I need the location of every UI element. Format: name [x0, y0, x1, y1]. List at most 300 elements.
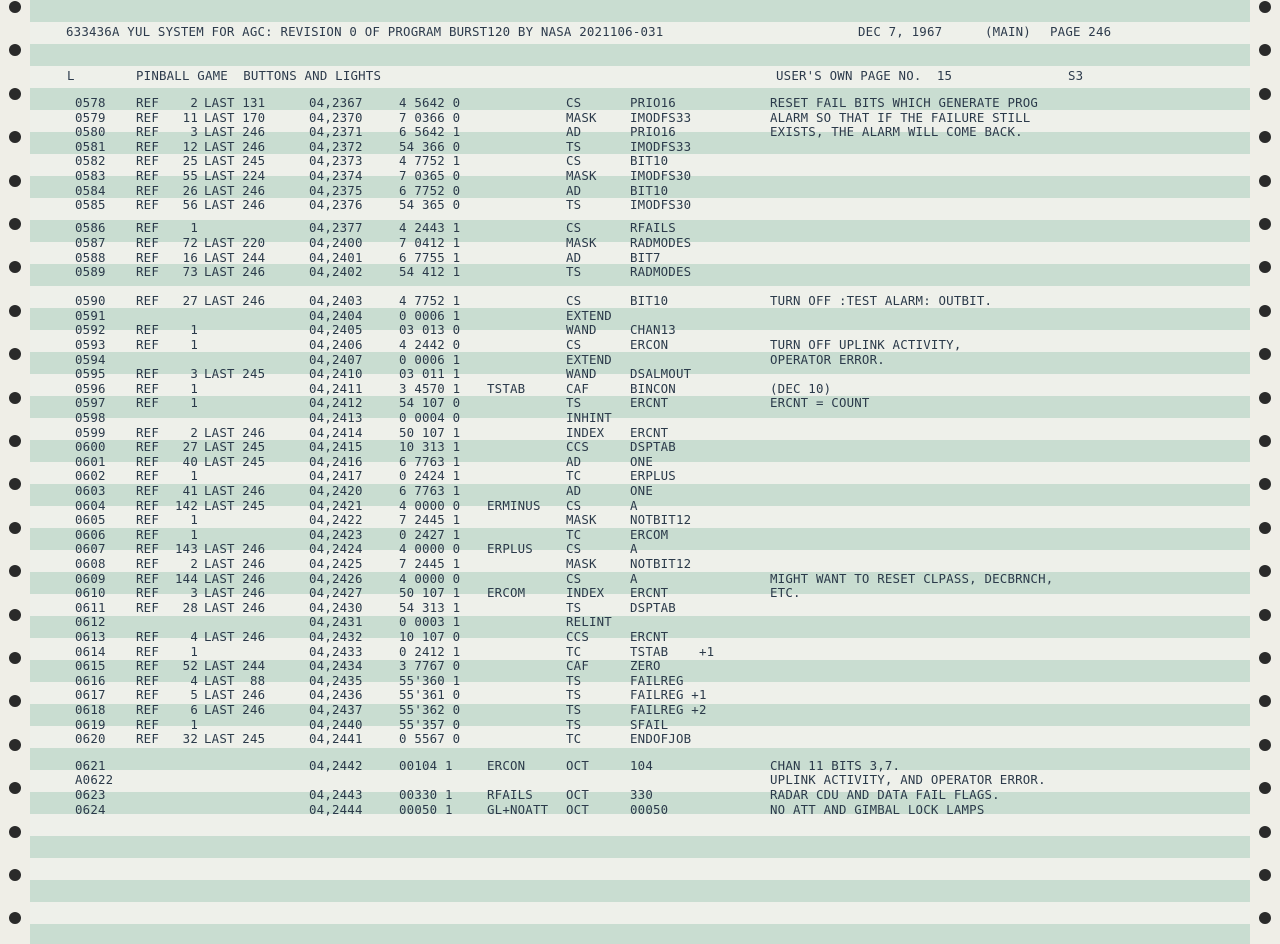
- row-ref-count: 40: [182, 453, 198, 469]
- row-line-number: 0607: [75, 541, 106, 557]
- row-address: 04,2437: [309, 702, 363, 717]
- row-last-page: LAST 246: [204, 570, 266, 586]
- row-address: 04,2427: [309, 585, 363, 601]
- row-machine-code: 50 107 1: [399, 424, 461, 440]
- row-machine-code: 54 107 0: [399, 395, 461, 411]
- row-ref-label: REF: [136, 556, 159, 571]
- listing-row: [0, 169, 1280, 184]
- row-opcode: TC: [566, 468, 582, 484]
- row-address: 04,2376: [309, 197, 363, 213]
- row-machine-code: 03 013 0: [399, 322, 461, 338]
- row-ref-count: 56: [182, 197, 198, 213]
- row-machine-code: 54 313 1: [399, 599, 461, 615]
- listing-row: [0, 601, 1280, 616]
- row-opcode: INHINT: [566, 410, 612, 425]
- row-ref-label: REF: [136, 658, 159, 674]
- row-operand: FAILREG +2: [630, 702, 707, 717]
- row-operand: 330: [630, 787, 653, 802]
- row-comment: TURN OFF :TEST ALARM: OUTBIT.: [770, 293, 993, 309]
- row-operand: NOTBIT12: [630, 512, 692, 528]
- row-last-page: LAST 246: [204, 585, 266, 601]
- row-symbol-label: ERMINUS: [487, 497, 541, 513]
- row-symbol-label: GL+NOATT: [487, 801, 549, 817]
- row-machine-code: 00050 1: [399, 801, 453, 817]
- row-operand: NOTBIT12: [630, 556, 692, 571]
- row-opcode: CS: [566, 153, 582, 169]
- row-ref-label: REF: [136, 702, 159, 717]
- row-address: 04,2433: [309, 643, 363, 659]
- row-opcode: OCT: [566, 787, 589, 802]
- row-machine-code: 4 0000 0: [399, 541, 461, 557]
- row-opcode: CCS: [566, 439, 589, 455]
- row-address: 04,2436: [309, 687, 363, 703]
- row-last-page: LAST 246: [204, 293, 266, 309]
- row-line-number: 0582: [75, 153, 106, 169]
- listing-row: [0, 542, 1280, 557]
- row-symbol-label: RFAILS: [487, 787, 533, 802]
- row-operand: ERCNT: [630, 629, 669, 644]
- row-address: 04,2443: [309, 787, 363, 802]
- row-machine-code: 55'361 0: [399, 687, 461, 703]
- row-address: 04,2424: [309, 541, 363, 557]
- row-line-number: 0579: [75, 109, 106, 125]
- row-line-number: 0587: [75, 234, 106, 250]
- row-machine-code: 55'362 0: [399, 702, 461, 717]
- listing-row: [0, 236, 1280, 251]
- row-address: 04,2367: [309, 95, 363, 110]
- row-ref-count: 1: [190, 468, 198, 484]
- row-machine-code: 6 7763 1: [399, 483, 461, 498]
- row-address: 04,2423: [309, 526, 363, 542]
- row-operand: PRIO16: [630, 95, 676, 110]
- row-address: 04,2374: [309, 168, 363, 183]
- listing-row: [0, 426, 1280, 441]
- row-ref-count: 3: [190, 124, 198, 140]
- listing-row: [0, 198, 1280, 213]
- row-line-number: 0624: [75, 801, 106, 817]
- row-operand: BIT7: [630, 249, 661, 265]
- row-ref-count: 1: [190, 395, 198, 411]
- listing-row: [0, 440, 1280, 455]
- row-ref-count: 4: [190, 672, 198, 688]
- row-ref-count: 1: [190, 380, 198, 396]
- row-line-number: 0605: [75, 512, 106, 528]
- row-line-number: 0611: [75, 599, 106, 615]
- row-opcode: CS: [566, 497, 582, 513]
- row-address: 04,2404: [309, 307, 363, 323]
- row-operand: 00050: [630, 801, 669, 817]
- row-ref-count: 52: [182, 658, 198, 674]
- row-ref-count: 26: [182, 182, 198, 198]
- row-opcode: INDEX: [566, 424, 605, 440]
- row-ref-count: 11: [182, 109, 198, 125]
- row-ref-count: 27: [182, 439, 198, 455]
- row-line-number: 0601: [75, 453, 106, 469]
- row-opcode: OCT: [566, 801, 589, 817]
- row-opcode: CS: [566, 220, 582, 236]
- row-last-page: LAST 246: [204, 264, 266, 280]
- row-operand: BIT10: [630, 182, 669, 198]
- row-last-page: LAST 170: [204, 109, 266, 125]
- row-line-number: 0591: [75, 307, 106, 323]
- row-line-number: 0578: [75, 95, 106, 110]
- row-machine-code: 0 2412 1: [399, 643, 461, 659]
- row-machine-code: 7 0366 0: [399, 109, 461, 125]
- row-opcode: TS: [566, 672, 582, 688]
- row-ref-label: REF: [136, 424, 159, 440]
- row-operand: FAILREG +1: [630, 687, 707, 703]
- row-ref-count: 3: [190, 366, 198, 382]
- row-last-page: LAST 246: [204, 687, 266, 703]
- row-machine-code: 0 0006 1: [399, 351, 461, 367]
- row-operand: ERCNT: [630, 395, 669, 411]
- row-machine-code: 00104 1: [399, 757, 453, 773]
- row-ref-count: 5: [190, 687, 198, 703]
- row-address: 04,2407: [309, 351, 363, 367]
- row-ref-count: 1: [190, 716, 198, 732]
- row-comment: (DEC 10): [770, 380, 832, 396]
- row-machine-code: 03 011 1: [399, 366, 461, 382]
- listing-row: [0, 645, 1280, 660]
- row-comment: RESET FAIL BITS WHICH GENERATE PROG: [770, 95, 1039, 110]
- row-last-page: LAST 131: [204, 95, 266, 110]
- row-opcode: TS: [566, 687, 582, 703]
- listing-row: [0, 382, 1280, 397]
- row-operand: DSPTAB: [630, 439, 676, 455]
- row-opcode: EXTEND: [566, 307, 612, 323]
- row-machine-code: 3 4570 1: [399, 380, 461, 396]
- row-opcode: CS: [566, 570, 582, 586]
- row-ref-label: REF: [136, 468, 159, 484]
- row-machine-code: 10 107 0: [399, 629, 461, 644]
- row-address: 04,2420: [309, 483, 363, 498]
- row-machine-code: 6 7755 1: [399, 249, 461, 265]
- row-ref-label: REF: [136, 234, 159, 250]
- row-line-number: 0602: [75, 468, 106, 484]
- row-address: 04,2441: [309, 731, 363, 747]
- row-line-number: 0580: [75, 124, 106, 140]
- row-comment: ALARM SO THAT IF THE FAILURE STILL: [770, 109, 1031, 125]
- row-machine-code: 10 313 1: [399, 439, 461, 455]
- row-operand: TSTAB +1: [630, 643, 715, 659]
- listing-row: [0, 111, 1280, 126]
- row-address: 04,2405: [309, 322, 363, 338]
- listing-row: [0, 367, 1280, 382]
- row-last-page: LAST 246: [204, 629, 266, 644]
- row-line-number: 0608: [75, 556, 106, 571]
- row-ref-label: REF: [136, 541, 159, 557]
- header-page: PAGE 246: [1050, 24, 1112, 39]
- row-ref-label: REF: [136, 182, 159, 198]
- row-ref-count: 25: [182, 153, 198, 169]
- row-comment: ERCNT = COUNT: [770, 395, 870, 411]
- row-line-number: A0622: [75, 772, 114, 788]
- listing-row: [0, 265, 1280, 280]
- row-ref-label: REF: [136, 687, 159, 703]
- listing-row: [0, 788, 1280, 803]
- row-line-number: 0612: [75, 614, 106, 630]
- listing-row: [0, 353, 1280, 368]
- row-ref-count: 1: [190, 643, 198, 659]
- row-machine-code: 54 366 0: [399, 138, 461, 154]
- row-operand: IMODFS30: [630, 197, 692, 213]
- header-date: DEC 7, 1967: [858, 24, 943, 39]
- row-ref-count: 1: [190, 337, 198, 352]
- row-ref-label: REF: [136, 497, 159, 513]
- row-ref-count: 73: [182, 264, 198, 280]
- row-machine-code: 0 0003 1: [399, 614, 461, 630]
- header-job-line: 633436A YUL SYSTEM FOR AGC: REVISION 0 OF PROGRAM BURST120 BY NASA 2021106-031: [66, 24, 664, 39]
- row-comment: ETC.: [770, 585, 801, 601]
- row-ref-count: 55: [182, 168, 198, 183]
- row-ref-label: REF: [136, 197, 159, 213]
- row-ref-label: REF: [136, 109, 159, 125]
- row-ref-count: 2: [190, 424, 198, 440]
- listing-row: [0, 154, 1280, 169]
- row-operand: BINCON: [630, 380, 676, 396]
- row-ref-count: 4: [190, 629, 198, 644]
- listing-row: [0, 586, 1280, 601]
- row-opcode: AD: [566, 182, 582, 198]
- row-address: 04,2414: [309, 424, 363, 440]
- listing-row: [0, 659, 1280, 674]
- row-comment: EXISTS, THE ALARM WILL COME BACK.: [770, 124, 1023, 140]
- subheader-user-page: USER'S OWN PAGE NO. 15: [776, 68, 953, 83]
- row-line-number: 0586: [75, 220, 106, 236]
- listing-row: [0, 688, 1280, 703]
- row-line-number: 0590: [75, 293, 106, 309]
- row-ref-label: REF: [136, 124, 159, 140]
- row-address: 04,2431: [309, 614, 363, 630]
- subheader-marker: L: [67, 68, 75, 83]
- row-last-page: LAST 246: [204, 197, 266, 213]
- row-address: 04,2415: [309, 439, 363, 455]
- row-line-number: 0597: [75, 395, 106, 411]
- row-ref-label: REF: [136, 599, 159, 615]
- row-last-page: LAST 246: [204, 124, 266, 140]
- row-ref-label: REF: [136, 293, 159, 309]
- row-ref-label: REF: [136, 366, 159, 382]
- row-address: 04,2412: [309, 395, 363, 411]
- row-ref-count: 1: [190, 512, 198, 528]
- row-opcode: MASK: [566, 556, 597, 571]
- row-opcode: TS: [566, 716, 582, 732]
- row-machine-code: 55'357 0: [399, 716, 461, 732]
- listing-row: [0, 630, 1280, 645]
- row-line-number: 0585: [75, 197, 106, 213]
- row-comment: CHAN 11 BITS 3,7.: [770, 757, 901, 773]
- row-address: 04,2432: [309, 629, 363, 644]
- row-line-number: 0588: [75, 249, 106, 265]
- left-tractor-hole: [9, 1, 21, 13]
- row-ref-label: REF: [136, 629, 159, 644]
- row-ref-count: 142: [175, 497, 198, 513]
- row-line-number: 0610: [75, 585, 106, 601]
- row-comment: RADAR CDU AND DATA FAIL FLAGS.: [770, 787, 1000, 802]
- row-ref-count: 144: [175, 570, 198, 586]
- row-opcode: RELINT: [566, 614, 612, 630]
- row-line-number: 0592: [75, 322, 106, 338]
- row-last-page: LAST 88: [204, 672, 266, 688]
- row-ref-label: REF: [136, 153, 159, 169]
- row-opcode: AD: [566, 453, 582, 469]
- listing-row: [0, 125, 1280, 140]
- listing-row: [0, 703, 1280, 718]
- row-opcode: MASK: [566, 512, 597, 528]
- row-ref-label: REF: [136, 249, 159, 265]
- row-opcode: TS: [566, 197, 582, 213]
- row-operand: BIT10: [630, 153, 669, 169]
- row-ref-label: REF: [136, 585, 159, 601]
- row-address: 04,2370: [309, 109, 363, 125]
- listing-row: [0, 294, 1280, 309]
- row-ref-count: 72: [182, 234, 198, 250]
- row-opcode: TS: [566, 264, 582, 280]
- row-ref-label: REF: [136, 453, 159, 469]
- row-ref-count: 28: [182, 599, 198, 615]
- row-line-number: 0614: [75, 643, 106, 659]
- row-ref-label: REF: [136, 672, 159, 688]
- row-address: 04,2402: [309, 264, 363, 280]
- row-operand: BIT10: [630, 293, 669, 309]
- row-line-number: 0581: [75, 138, 106, 154]
- row-line-number: 0620: [75, 731, 106, 747]
- listing-row: [0, 455, 1280, 470]
- listing-row: [0, 674, 1280, 689]
- row-comment: MIGHT WANT TO RESET CLPASS, DECBRNCH,: [770, 570, 1054, 586]
- row-operand: A: [630, 497, 638, 513]
- row-address: 04,2440: [309, 716, 363, 732]
- row-operand: ERCOM: [630, 526, 669, 542]
- row-opcode: TC: [566, 731, 582, 747]
- row-machine-code: 0 0004 0: [399, 410, 461, 425]
- row-machine-code: 0 0006 1: [399, 307, 461, 323]
- row-operand: ERCNT: [630, 585, 669, 601]
- row-operand: RADMODES: [630, 264, 692, 280]
- right-tractor-hole: [1259, 826, 1271, 838]
- listing-row: [0, 411, 1280, 426]
- row-operand: ONE: [630, 483, 653, 498]
- row-machine-code: 4 2443 1: [399, 220, 461, 236]
- row-last-page: LAST 245: [204, 497, 266, 513]
- row-ref-label: REF: [136, 731, 159, 747]
- row-line-number: 0596: [75, 380, 106, 396]
- listing-row: [0, 513, 1280, 528]
- row-address: 04,2421: [309, 497, 363, 513]
- row-line-number: 0615: [75, 658, 106, 674]
- row-machine-code: 4 7752 1: [399, 293, 461, 309]
- row-address: 04,2426: [309, 570, 363, 586]
- listing-row: [0, 718, 1280, 733]
- subheader-title: PINBALL GAME BUTTONS AND LIGHTS: [136, 68, 382, 83]
- row-ref-count: 32: [182, 731, 198, 747]
- row-ref-count: 27: [182, 293, 198, 309]
- row-ref-count: 143: [175, 541, 198, 557]
- listing-row: [0, 323, 1280, 338]
- row-machine-code: 7 0365 0: [399, 168, 461, 183]
- row-last-page: LAST 246: [204, 138, 266, 154]
- row-last-page: LAST 220: [204, 234, 266, 250]
- row-line-number: 0616: [75, 672, 106, 688]
- row-operand: ONE: [630, 453, 653, 469]
- row-last-page: LAST 246: [204, 556, 266, 571]
- row-address: 04,2400: [309, 234, 363, 250]
- row-opcode: EXTEND: [566, 351, 612, 367]
- row-comment: UPLINK ACTIVITY, AND OPERATOR ERROR.: [770, 772, 1046, 788]
- listing-row: [0, 338, 1280, 353]
- row-symbol-label: TSTAB: [487, 380, 526, 396]
- row-address: 04,2403: [309, 293, 363, 309]
- row-machine-code: 7 0412 1: [399, 234, 461, 250]
- row-symbol-label: ERPLUS: [487, 541, 533, 557]
- row-machine-code: 6 7763 1: [399, 453, 461, 469]
- row-symbol-label: ERCON: [487, 757, 526, 773]
- row-address: 04,2410: [309, 366, 363, 382]
- row-ref-count: 2: [190, 556, 198, 571]
- row-operand: 104: [630, 757, 653, 773]
- row-opcode: CS: [566, 95, 582, 110]
- row-ref-label: REF: [136, 643, 159, 659]
- row-machine-code: 6 5642 1: [399, 124, 461, 140]
- row-ref-label: REF: [136, 337, 159, 352]
- row-last-page: LAST 246: [204, 541, 266, 557]
- row-line-number: 0583: [75, 168, 106, 183]
- row-opcode: TC: [566, 643, 582, 659]
- row-address: 04,2444: [309, 801, 363, 817]
- row-machine-code: 54 412 1: [399, 264, 461, 280]
- row-last-page: LAST 244: [204, 249, 266, 265]
- row-opcode: CAF: [566, 658, 589, 674]
- row-opcode: CS: [566, 293, 582, 309]
- row-operand: ERCON: [630, 337, 669, 352]
- row-ref-label: REF: [136, 264, 159, 280]
- row-line-number: 0619: [75, 716, 106, 732]
- row-address: 04,2417: [309, 468, 363, 484]
- row-ref-count: 6: [190, 702, 198, 717]
- row-ref-count: 41: [182, 483, 198, 498]
- row-operand: ENDOFJOB: [630, 731, 692, 747]
- row-machine-code: 0 2427 1: [399, 526, 461, 542]
- row-address: 04,2373: [309, 153, 363, 169]
- row-ref-label: REF: [136, 439, 159, 455]
- row-comment: TURN OFF UPLINK ACTIVITY,: [770, 337, 962, 352]
- left-tractor-hole: [9, 826, 21, 838]
- row-machine-code: 4 2442 0: [399, 337, 461, 352]
- row-machine-code: 54 365 0: [399, 197, 461, 213]
- row-operand: A: [630, 570, 638, 586]
- row-machine-code: 7 2445 1: [399, 556, 461, 571]
- row-opcode: TS: [566, 395, 582, 411]
- row-last-page: LAST 246: [204, 182, 266, 198]
- row-address: 04,2411: [309, 380, 363, 396]
- row-last-page: LAST 245: [204, 439, 266, 455]
- row-machine-code: 50 107 1: [399, 585, 461, 601]
- row-opcode: MASK: [566, 109, 597, 125]
- listing-row: [0, 759, 1280, 774]
- row-ref-label: REF: [136, 395, 159, 411]
- listing-row: [0, 484, 1280, 499]
- row-ref-label: REF: [136, 138, 159, 154]
- listing-row: [0, 528, 1280, 543]
- row-address: 04,2430: [309, 599, 363, 615]
- row-opcode: TS: [566, 702, 582, 717]
- row-last-page: LAST 224: [204, 168, 266, 183]
- row-opcode: AD: [566, 249, 582, 265]
- row-opcode: MASK: [566, 234, 597, 250]
- row-line-number: 0606: [75, 526, 106, 542]
- row-opcode: AD: [566, 124, 582, 140]
- listing-row: [0, 803, 1280, 818]
